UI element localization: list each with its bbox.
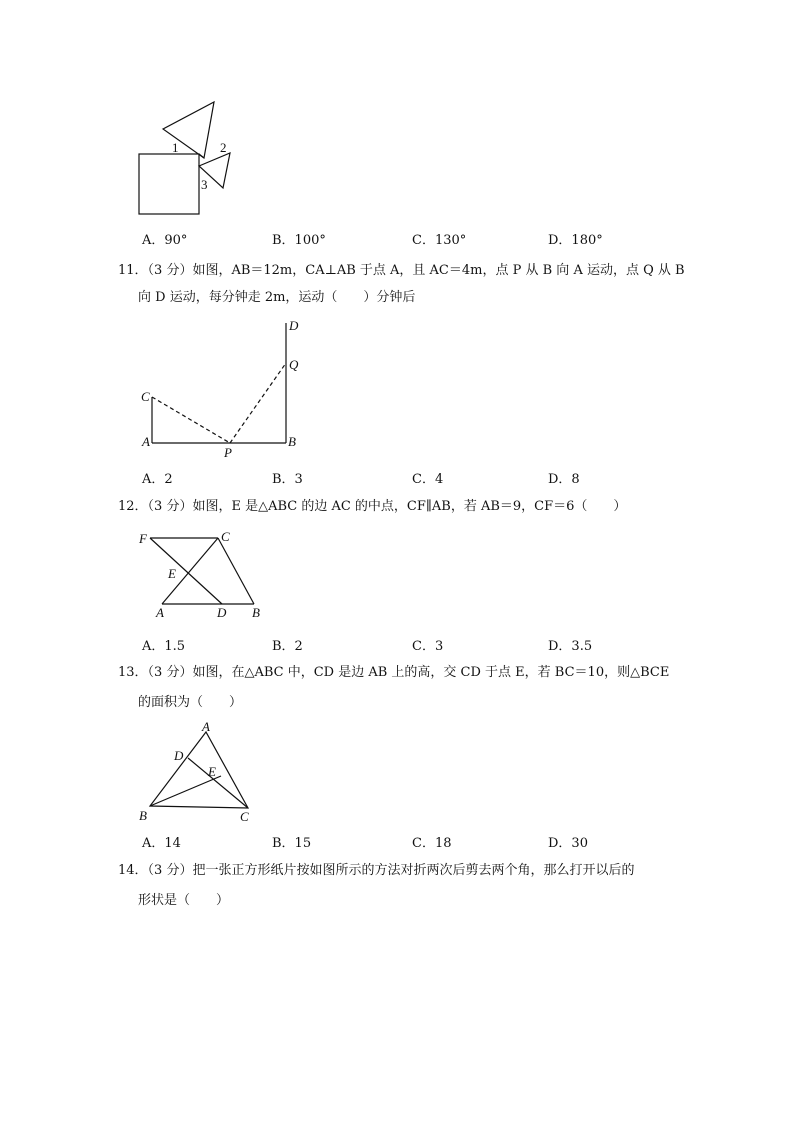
q12-label-e: E (168, 566, 176, 581)
q11-option-d: D．8 (548, 472, 580, 487)
q11-label-p: P (224, 445, 232, 460)
q11-option-c: C．4 (412, 472, 444, 487)
q13-label-d: D (174, 748, 184, 763)
q13-option-a: A．14 (142, 836, 181, 851)
q13-triangle-abc (150, 732, 248, 808)
q10-option-a: A．90° (142, 233, 188, 248)
q10-connector (199, 154, 204, 158)
q11-label-b: B (288, 434, 296, 449)
q12-segment-fd (150, 538, 222, 604)
q11-dashed-cp (152, 397, 230, 443)
q13-figure (136, 720, 260, 828)
q13-label-e: E (208, 764, 216, 779)
q12-label-d: D (217, 605, 227, 620)
q12-label-b: B (252, 605, 260, 620)
q12-figure (134, 528, 274, 620)
q12-option-a: A．1.5 (142, 639, 186, 654)
q11-dashed-pq (230, 363, 286, 443)
q10-label-angle3: 3 (201, 177, 208, 192)
q12-segment-cb (218, 538, 254, 604)
q13-option-d: D．30 (548, 836, 588, 851)
q13-segment-cd (188, 758, 248, 808)
q13-text-line1: 13．（3 分）如图，在△ABC 中，CD 是边 AB 上的高，交 CD 于点 E，若 BC＝10，则△BCE (118, 665, 670, 680)
q12-option-d: D．3.5 (548, 639, 593, 654)
q12-option-b: B．2 (272, 639, 303, 654)
q13-option-c: C．18 (412, 836, 452, 851)
q10-option-c: C．130° (412, 233, 467, 248)
q10-figure (130, 96, 240, 220)
q13-label-c: C (240, 809, 249, 824)
q10-option-b: B．100° (272, 233, 326, 248)
q10-label-angle1: 1 (172, 140, 179, 155)
q13-label-a: A (202, 720, 210, 734)
q10-big-triangle (163, 102, 214, 158)
q11-label-q: Q (289, 357, 299, 372)
q13-label-b: B (139, 808, 147, 823)
q11-label-a: A (142, 434, 150, 449)
q12-label-a: A (156, 605, 164, 620)
q11-label-c: C (141, 389, 150, 404)
q14-text-line2: 形状是（ ） (138, 893, 230, 908)
q11-option-b: B．3 (272, 472, 303, 487)
q11-option-a: A．2 (142, 472, 173, 487)
q11-text-line1: 11．（3 分）如图，AB＝12m，CA⊥AB 于点 A，且 AC＝4m，点 P 从 B 向 A 运动，点 Q 从 B (118, 263, 685, 278)
q13-text-line2: 的面积为（ ） (138, 695, 243, 710)
q14-text-line1: 14．（3 分）把一张正方形纸片按如图所示的方法对折两次后剪去两个角，那么打开以后的 (118, 863, 635, 878)
q13-option-b: B．15 (272, 836, 312, 851)
q12-label-f: F (139, 531, 147, 546)
q12-label-c: C (221, 529, 230, 544)
q10-option-d: D．180° (548, 233, 603, 248)
q10-label-angle2: 2 (220, 140, 227, 155)
q11-text-line2: 向 D 运动，每分钟走 2m，运动（ ）分钟后 (138, 290, 416, 305)
q10-square (139, 154, 199, 214)
q12-text-line1: 12．（3 分）如图，E 是△ABC 的边 AC 的中点，CF∥AB，若 AB＝9，CF＝6（ ） (118, 499, 627, 514)
q11-label-d: D (289, 318, 299, 333)
q12-option-c: C．3 (412, 639, 444, 654)
q11-figure (136, 315, 316, 460)
